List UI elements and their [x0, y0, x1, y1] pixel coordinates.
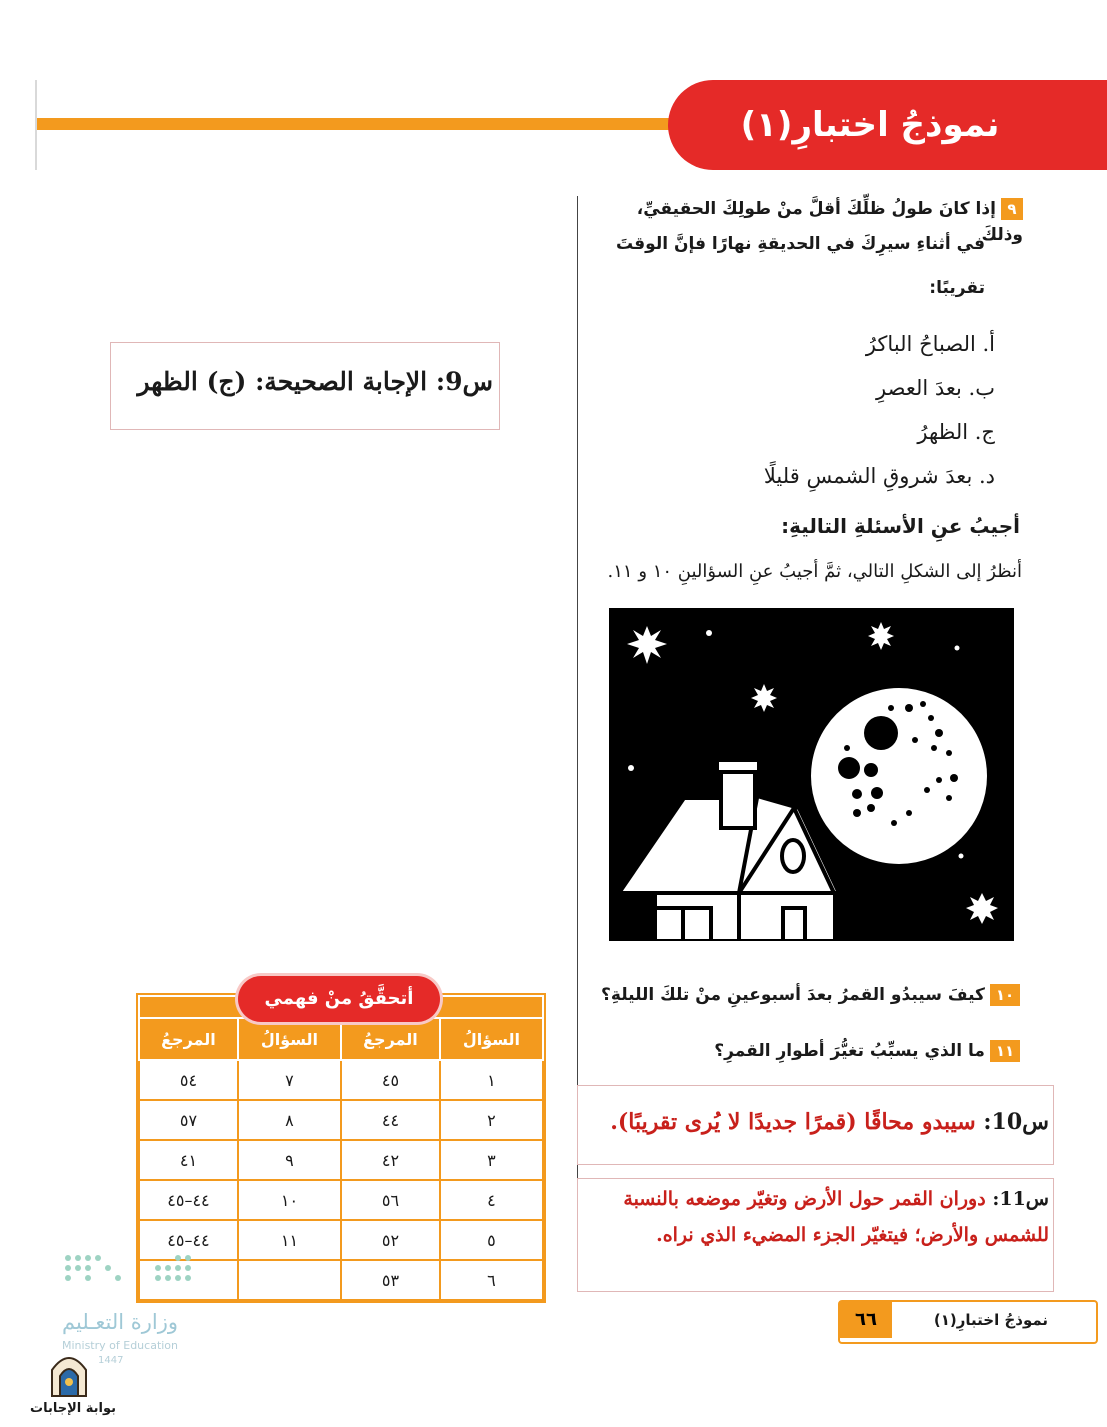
table-header: المرجعُ: [139, 1018, 238, 1060]
table-cell: ١٠: [238, 1180, 341, 1220]
option-d[interactable]: د. بعدَ شروقِ الشمسِ قليلًا: [763, 464, 995, 488]
answer-11-box: [577, 1178, 1054, 1292]
option-b[interactable]: ب. بعدَ العصرِ: [876, 376, 995, 400]
table-cell: ٤: [440, 1180, 543, 1220]
question-text-line: إذا كانَ طولُ ظلِّكَ أقلَّ منْ طولِكَ الحقيقيِّ، وذلكَ: [636, 199, 1023, 245]
mosque-icon: [48, 1350, 90, 1398]
answer-10-box: [577, 1085, 1054, 1165]
star-icon: [966, 893, 998, 924]
table-cell: ٤١: [139, 1140, 238, 1180]
table-cell: ٤٤: [341, 1100, 440, 1140]
question-number: ١٠: [990, 984, 1020, 1006]
star-icon: [628, 765, 634, 771]
question-10: [600, 980, 1020, 1010]
table-cell: ٤٢: [341, 1140, 440, 1180]
site-name: بوابة الإجابات: [30, 1401, 116, 1416]
question-11: [600, 1036, 1020, 1066]
star-icon: [627, 626, 667, 664]
house-icon: [619, 760, 839, 941]
page-number: ٦٦: [840, 1302, 892, 1338]
table-row: [139, 1140, 543, 1180]
star-icon: [868, 622, 894, 650]
answer-9-text: الإجابة الصحيحة: (ج) الظهر: [137, 367, 428, 396]
table-cell: ٤٤–٤٥: [139, 1220, 238, 1260]
answer-11-label: س11:: [992, 1188, 1049, 1210]
question-9: [595, 196, 1023, 310]
footer-title: نموذجُ اختبارِ(١): [933, 1311, 1049, 1329]
page-title: نموذجُ اختبارِ(١): [740, 105, 1000, 145]
table-cell: ٣: [440, 1140, 543, 1180]
ministry-name-ar: وزارة التعـليم: [62, 1310, 179, 1334]
answer-9-box: [110, 342, 500, 430]
option-c[interactable]: ج. الظهرُ: [917, 420, 995, 444]
table-cell: ١: [440, 1060, 543, 1100]
site-logo: [48, 1350, 90, 1398]
question-text: كيفَ سيبدُو القمرُ بعدَ أسبوعينِ منْ تلكَ الليلةِ؟: [601, 985, 985, 1005]
instructions-text: أنظرُ إلى الشكلِ التالي، ثمَّ أجيبُ عنِ السؤالينِ ١٠ و ١١.: [607, 561, 1022, 582]
ministry-logo-dots: [62, 1252, 202, 1292]
table-cell: ٢: [440, 1100, 543, 1140]
question-number: ٩: [1001, 198, 1023, 220]
star-icon: [959, 854, 964, 859]
answer-11-text: دوران القمر حول الأرض وتغيّر موضعه بالنسبة للشمس والأرض؛ فيتغيّر الجزء المضيء الذي نراه.: [623, 1188, 1049, 1246]
table-header: السؤالُ: [238, 1018, 341, 1060]
ministry-name-en: Ministry of Education: [62, 1339, 179, 1352]
moon-icon: [811, 688, 987, 864]
answer-9-label: س9:: [435, 367, 493, 396]
moon-house-figure: [609, 608, 1014, 941]
night-scene-illustration: [609, 608, 1014, 941]
table-cell: ٥٢: [341, 1220, 440, 1260]
option-a[interactable]: أ. الصباحُ الباكرُ: [865, 332, 995, 356]
table-cell: ٥٣: [341, 1260, 440, 1300]
table-cell: ١١: [238, 1220, 341, 1260]
check-table-title: أتحقَّقُ منْ فهمي: [238, 976, 440, 1022]
table-header: السؤالُ: [440, 1018, 543, 1060]
table-cell: ٩: [238, 1140, 341, 1180]
star-icon: [706, 630, 712, 636]
table-cell: [238, 1260, 341, 1300]
question-number: ١١: [990, 1040, 1020, 1062]
logo-icon: [62, 1252, 202, 1292]
table-cell: ٥: [440, 1220, 543, 1260]
table-cell: ٧: [238, 1060, 341, 1100]
table-cell: ٥٤: [139, 1060, 238, 1100]
answer-10-text: سيبدو محاقًا (قمرًا جديدًا لا يُرى تقريبًا).: [610, 1109, 976, 1135]
question-text: ما الذي يسبِّبُ تغيُّرَ أطوارِ القمرِ؟: [714, 1041, 985, 1061]
table-row: [139, 1100, 543, 1140]
table-header: المرجعُ: [341, 1018, 440, 1060]
header-orange-rule: [37, 118, 677, 130]
table-cell: ٥٦: [341, 1180, 440, 1220]
table-cell: ٤٤–٤٥: [139, 1180, 238, 1220]
answer-10-label: س10:: [983, 1109, 1049, 1135]
table-cell: ٤٥: [341, 1060, 440, 1100]
instructions-heading: أجيبُ عنِ الأسئلةِ التاليةِ:: [781, 514, 1020, 538]
star-icon: [955, 646, 960, 651]
table-cell: ٨: [238, 1100, 341, 1140]
table-row: [139, 1060, 543, 1100]
table-cell: ٦: [440, 1260, 543, 1300]
table-row: [139, 1180, 543, 1220]
star-icon: [751, 684, 777, 712]
table-cell: ٥٧: [139, 1100, 238, 1140]
question-text-line: تقريبًا:: [929, 278, 985, 298]
ministry-year: 1447: [98, 1355, 124, 1366]
question-9-options: [700, 322, 995, 498]
question-text-line: في أثناءِ سيرِكَ في الحديقةِ نهارًا فإنَّ الوقتَ: [616, 234, 985, 254]
